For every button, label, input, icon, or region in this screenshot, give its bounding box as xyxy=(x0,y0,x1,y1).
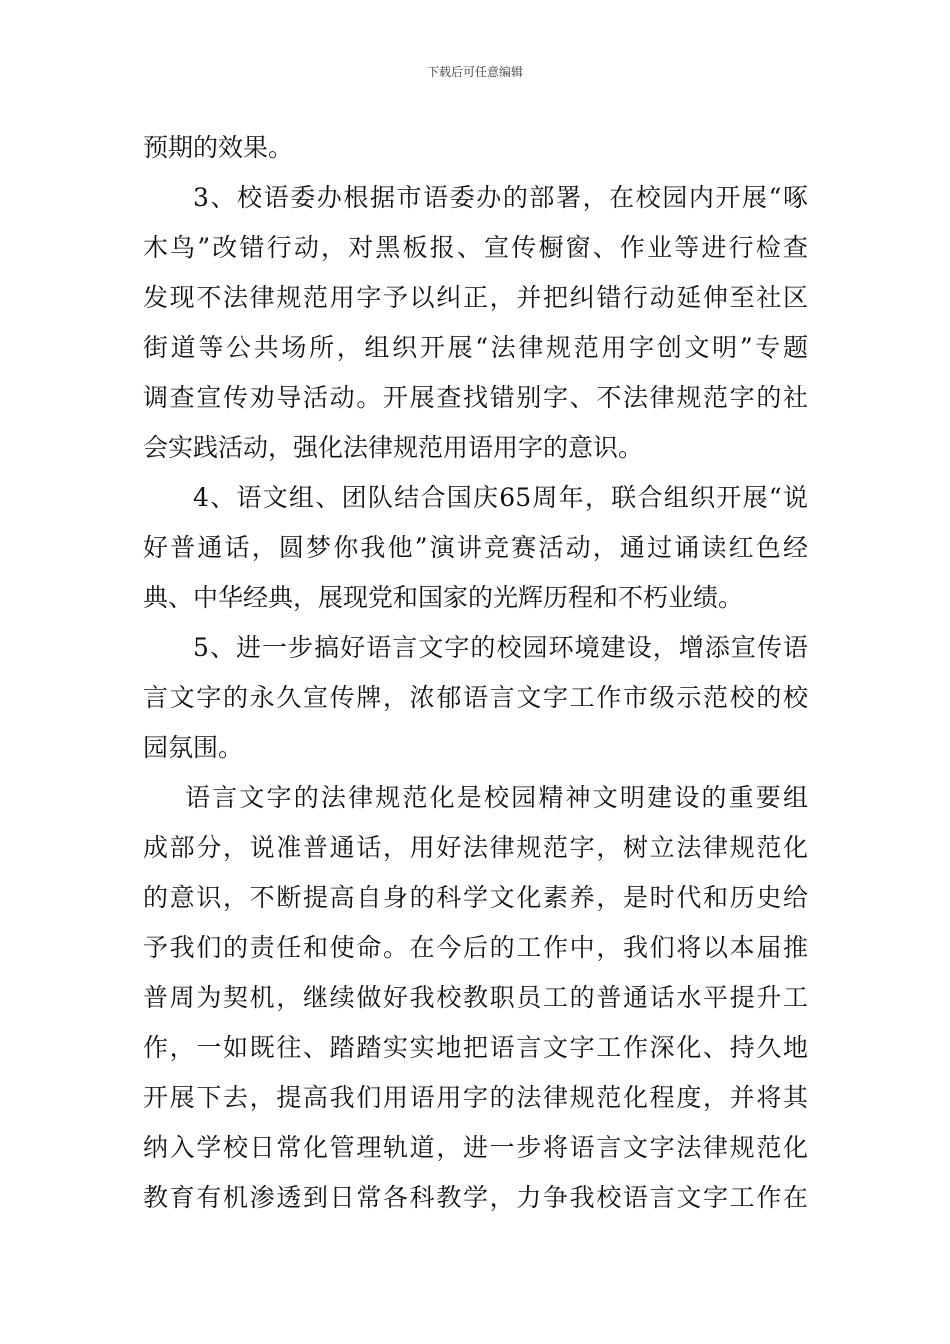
text-line: 纳入学校日常化管理轨道，进一步将语言文字法律规范化 xyxy=(143,1133,808,1162)
text-line: 园氛围。 xyxy=(143,733,244,762)
text-line: 5、进一步搞好语言文字的校园环境建设，增添宣传语 xyxy=(193,633,808,662)
page-header: 下载后可任意编辑 xyxy=(426,65,523,79)
text-line: 予我们的责任和使命。在今后的工作中，我们将以本届推 xyxy=(143,933,808,962)
text-line: 3、校语委办根据市语委办的部署，在校园内开展“啄 xyxy=(193,183,808,212)
document-body xyxy=(143,123,808,1223)
text-line: 典、中华经典，展现党和国家的光辉历程和不朽业绩。 xyxy=(143,583,744,612)
text-line: 开展下去，提高我们用语用字的法律规范化程度，并将其 xyxy=(143,1083,808,1112)
text-line: 教育有机渗透到日常各科教学，力争我校语言文字工作在 xyxy=(143,1183,808,1212)
text-line: 的意识，不断提高自身的科学文化素养，是时代和历史给 xyxy=(143,883,808,912)
text-line: 普周为契机，继续做好我校教职员工的普通话水平提升工 xyxy=(143,983,808,1012)
text-line: 调查宣传劝导活动。开展查找错别字、不法律规范字的社 xyxy=(143,383,808,412)
text-line: 言文字的永久宣传牌，浓郁语言文字工作市级示范校的校 xyxy=(143,683,808,712)
text-line: 好普通话，圆梦你我他”演讲竞赛活动，通过诵读红色经 xyxy=(143,533,808,562)
text-line: 作，一如既往、踏踏实实地把语言文字工作深化、持久地 xyxy=(143,1033,808,1062)
text-line: 会实践活动，强化法律规范用语用字的意识。 xyxy=(143,433,644,462)
text-line: 语言文字的法律规范化是校园精神文明建设的重要组 xyxy=(185,783,808,812)
text-line: 街道等公共场所，组织开展“法律规范用字创文明”专题 xyxy=(143,333,808,362)
text-line: 成部分，说准普通话，用好法律规范字，树立法律规范化 xyxy=(143,833,808,862)
text-line: 木鸟”改错行动，对黑板报、宣传橱窗、作业等进行检查 xyxy=(143,233,808,262)
text-line: 预期的效果。 xyxy=(143,133,294,162)
text-line: 发现不法律规范用字予以纠正，并把纠错行动延伸至社区 xyxy=(143,283,808,312)
text-line: 4、语文组、团队结合国庆65周年，联合组织开展“说 xyxy=(193,483,808,512)
